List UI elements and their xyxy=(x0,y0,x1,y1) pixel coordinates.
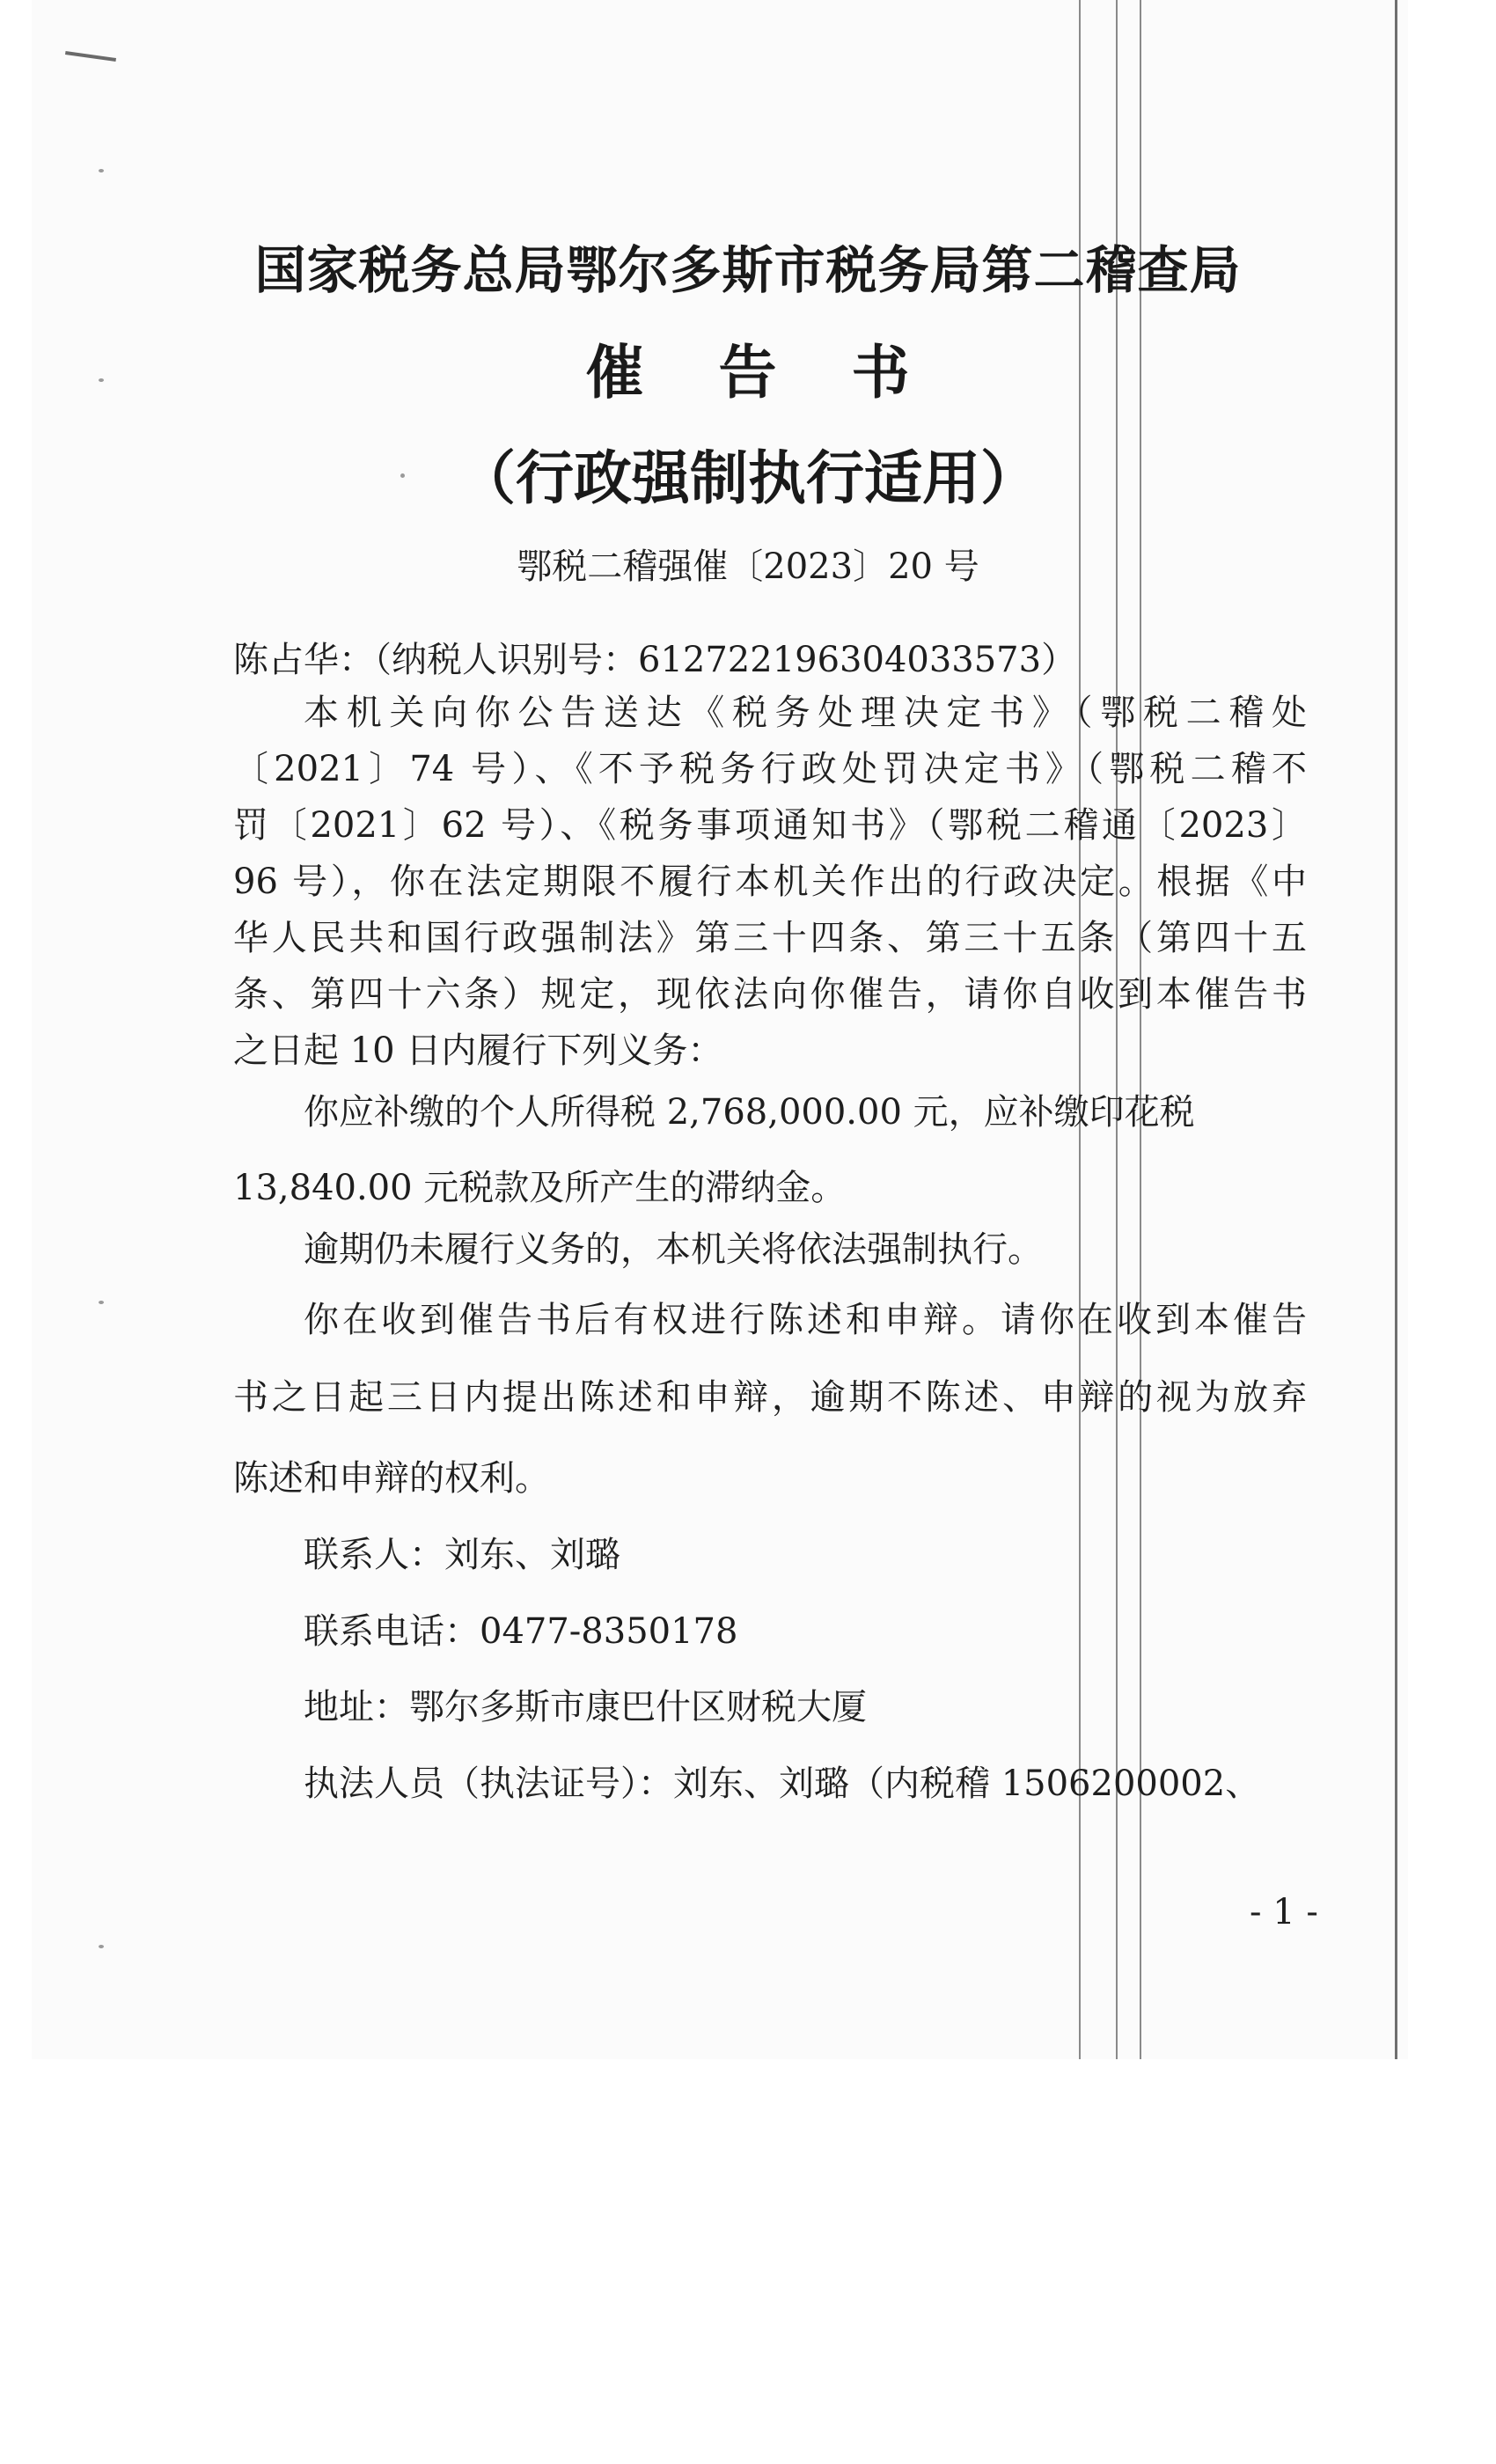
speck xyxy=(99,169,104,172)
subtitle: （行政强制执行适用） xyxy=(458,444,1038,512)
enforcement-notice: 逾期仍未履行义务的，本机关将依法强制执行。 xyxy=(304,1229,1043,1270)
rights-line: 陈述和申辩的权利。 xyxy=(233,1458,550,1499)
scan-line xyxy=(1079,0,1081,2059)
paragraph-line: 罚〔2021〕62 号）、《税务事项通知书》（鄂税二稽通〔2023〕 xyxy=(233,805,1307,846)
title-char: 告 xyxy=(718,339,778,407)
addressee: 陈占华：（纳税人识别号：612722196304033573） xyxy=(233,640,1077,680)
document-number: 鄂税二稽强催〔2023〕20 号 xyxy=(517,546,979,587)
rights-line: 书之日起三日内提出陈述和申辩，逾期不陈述、申辩的视为放弃 xyxy=(233,1377,1307,1418)
contact-phone: 联系电话：0477-8350178 xyxy=(304,1611,738,1652)
page-number: - 1 - xyxy=(1250,1892,1318,1932)
document-type-title xyxy=(0,326,1496,409)
address: 地址：鄂尔多斯市康巴什区财税大厦 xyxy=(304,1687,867,1727)
scan-line xyxy=(1116,0,1118,2059)
title-char: 催 xyxy=(585,339,645,407)
enforcement-officers: 执法人员（执法证号）：刘东、刘璐（内税稽 1506200002、 xyxy=(304,1764,1261,1804)
scan-line xyxy=(1140,0,1141,2059)
contact-person: 联系人：刘东、刘璐 xyxy=(304,1535,620,1575)
scan-line xyxy=(1395,0,1397,2059)
rights-line: 你在收到催告书后有权进行陈述和申辩。请你在收到本催告 xyxy=(304,1300,1307,1340)
scan-mark xyxy=(65,51,116,62)
title-char: 书 xyxy=(851,339,911,407)
paragraph-line: 96 号），你在法定期限不履行本机关作出的行政决定。根据《中 xyxy=(233,862,1307,902)
paragraph-line: 〔2021〕74 号）、《不予税务行政处罚决定书》（鄂税二稽不 xyxy=(233,749,1307,789)
paragraph-line: 条、第四十六条）规定，现依法向你催告，请你自收到本催告书 xyxy=(233,974,1307,1015)
issuer-title: 国家税务总局鄂尔多斯市税务局第二稽查局 xyxy=(254,240,1242,300)
paragraph-line: 本机关向你公告送达《税务处理决定书》（鄂税二稽处 xyxy=(304,693,1307,733)
speck xyxy=(99,1301,104,1304)
paragraph-line: 之日起 10 日内履行下列义务： xyxy=(233,1030,723,1071)
speck xyxy=(99,1945,104,1948)
obligation-line: 13,840.00 元税款及所产生的滞纳金。 xyxy=(233,1168,847,1208)
paragraph-line: 华人民共和国行政强制法》第三十四条、第三十五条（第四十五 xyxy=(233,918,1307,958)
obligation-line: 你应补缴的个人所得税 2,768,000.00 元，应补缴印花税 xyxy=(304,1092,1195,1133)
